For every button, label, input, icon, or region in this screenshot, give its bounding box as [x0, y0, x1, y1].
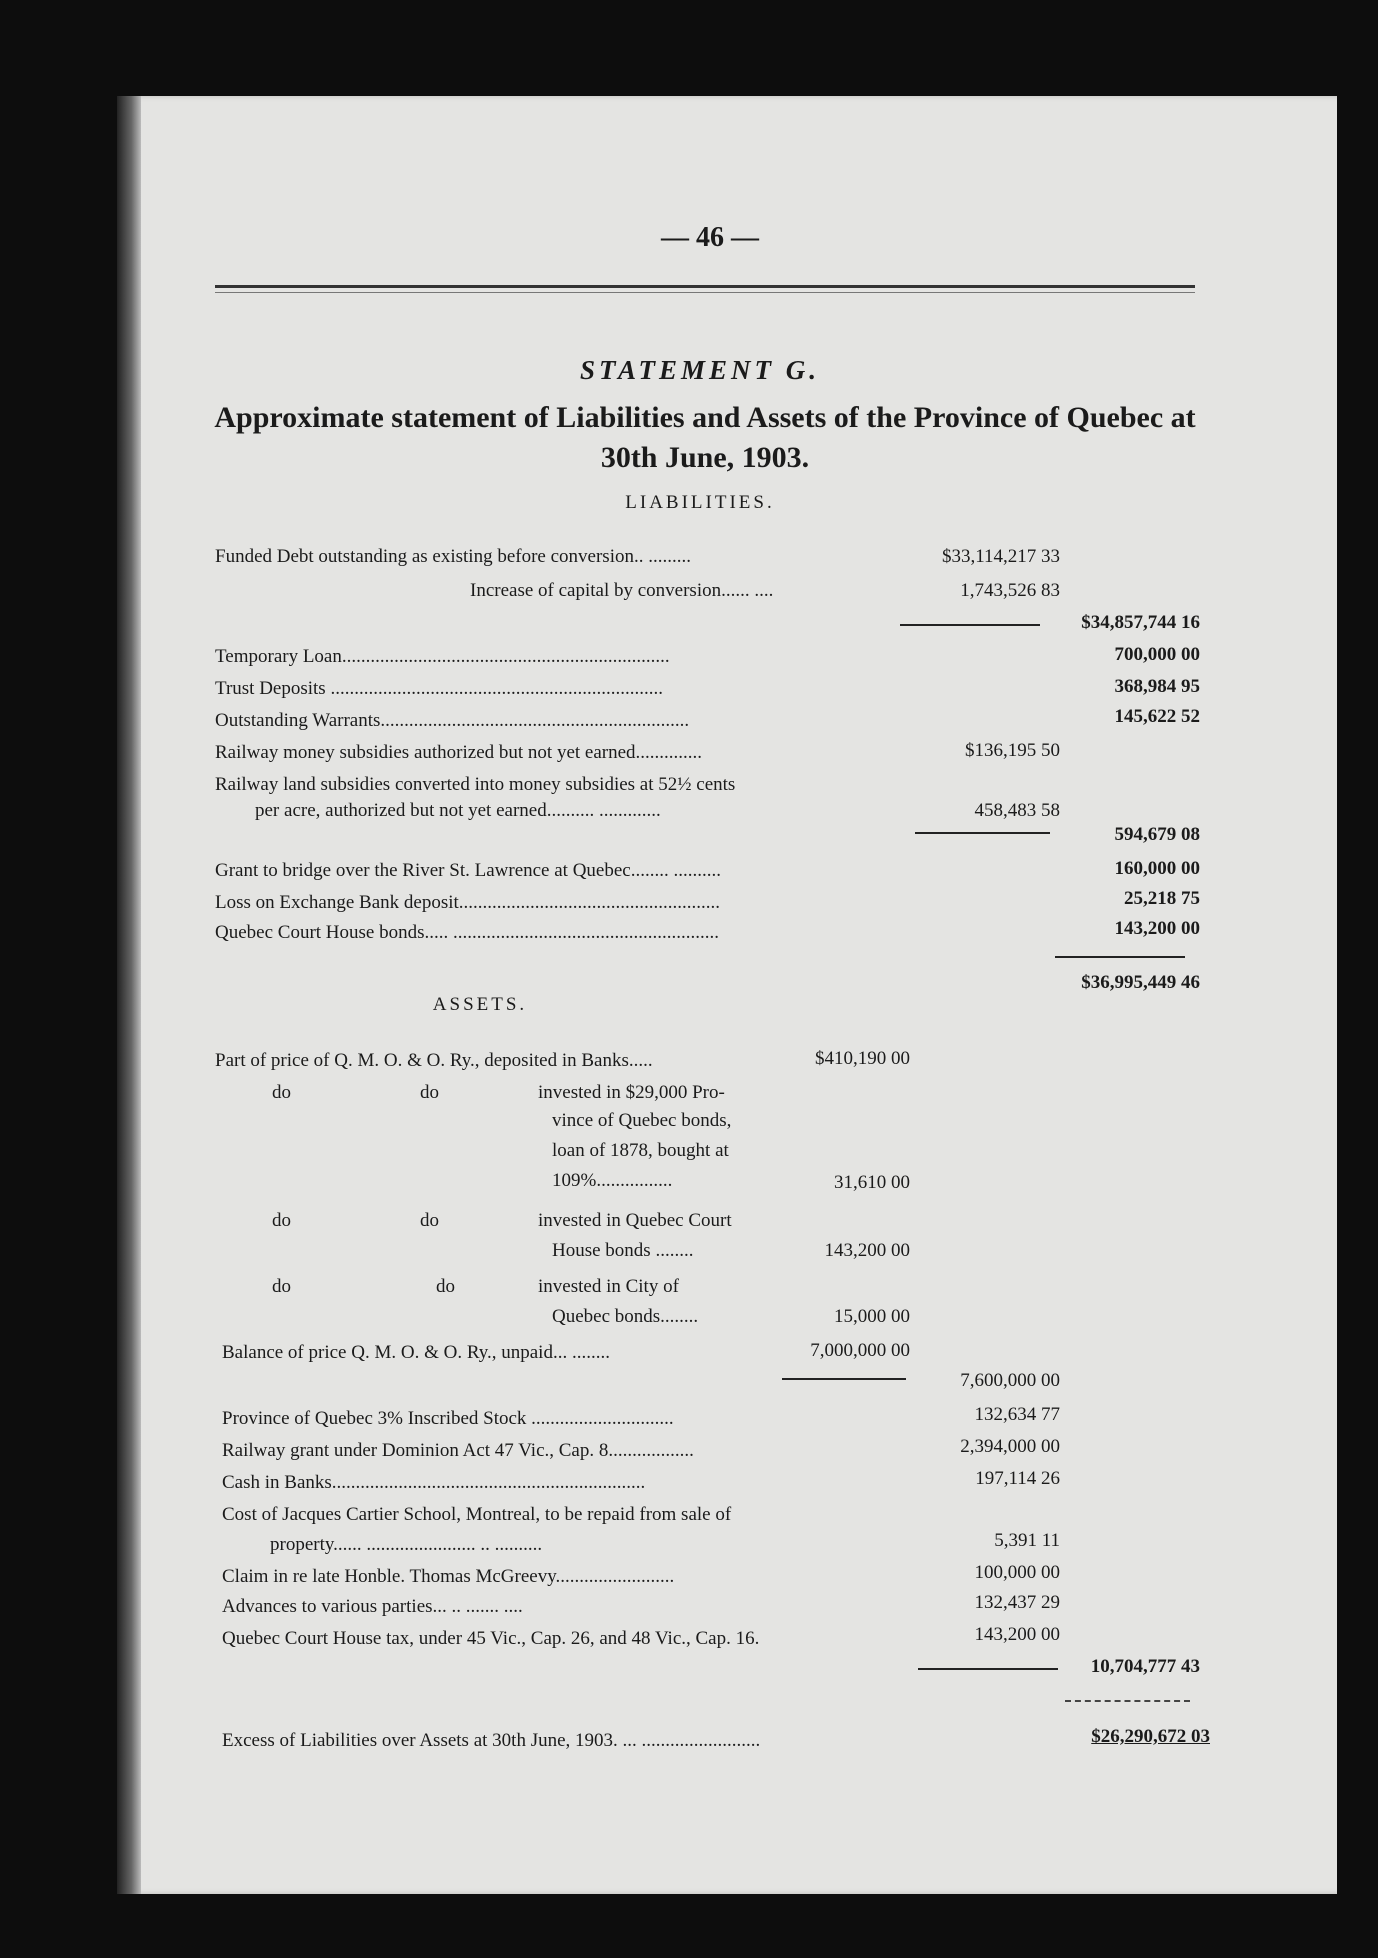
page-binding-shadow [117, 96, 141, 1894]
qmoo-total: 7,600,000 00 [960, 1370, 1060, 1391]
railway-money-label: Railway money subsidies authorized but not yet earned.............. [215, 742, 703, 763]
cash-value: 197,114 26 [975, 1468, 1060, 1489]
school-label-cont: property...... ....................... .. .......... [270, 1534, 543, 1555]
temporary-loan-value: 700,000 00 [1114, 644, 1200, 665]
balance-label: Balance of price Q. M. O. & O. Ry., unpaid... ........ [222, 1342, 610, 1363]
railway-money-value: $136,195 50 [965, 740, 1060, 761]
page-number: — 46 — [661, 222, 759, 253]
courthouse-label: Quebec Court House bonds..... ........................................................ [215, 922, 719, 943]
claim-value: 100,000 00 [974, 1562, 1060, 1583]
ditto-2b: do [420, 1210, 439, 1231]
school-label: Cost of Jacques Cartier School, Montreal, to be repaid from sale of [222, 1504, 732, 1525]
ditto-3b: do [436, 1276, 455, 1297]
exchange-value: 25,218 75 [1124, 888, 1200, 909]
increase-value: 1,743,526 83 [960, 580, 1060, 601]
warrants-value: 145,622 52 [1114, 706, 1200, 727]
liabilities-heading: LIABILITIES. [625, 492, 775, 513]
subtotal-rule [900, 624, 1040, 626]
increase-label: Increase of capital by conversion...... .... [470, 580, 774, 601]
grant-label: Grant to bridge over the River St. Lawrence at Quebec........ .......... [215, 860, 721, 881]
funded-total: $34,857,744 16 [1081, 612, 1200, 633]
school-value: 5,391 11 [994, 1530, 1060, 1551]
inv2-line2: House bonds ........ [552, 1240, 694, 1261]
exchange-label: Loss on Exchange Bank deposit....................................................... [215, 892, 721, 913]
inv1-value: 31,610 00 [834, 1172, 910, 1193]
inv3-line1: invested in City of [538, 1276, 679, 1297]
grant-value: 160,000 00 [1114, 858, 1200, 879]
courthouse-value: 143,200 00 [1114, 918, 1200, 939]
trust-deposits-label: Trust Deposits ...................................................................... [215, 678, 663, 699]
railway-land-label: Railway land subsidies converted into money subsidies at 52½ cents [215, 774, 736, 795]
inv2-value: 143,200 00 [824, 1240, 910, 1261]
railway-total: 594,679 08 [1114, 824, 1200, 845]
ditto-2a: do [272, 1210, 291, 1231]
ditto-3a: do [272, 1276, 291, 1297]
liabilities-grand-total: $36,995,449 46 [1081, 972, 1200, 993]
advances-label: Advances to various parties... .. ....... .... [222, 1596, 523, 1617]
advances-value: 132,437 29 [974, 1592, 1060, 1613]
inv2-line1: invested in Quebec Court [538, 1210, 732, 1231]
inv3-line2: Quebec bonds........ [552, 1306, 699, 1327]
total-rule [1065, 1700, 1190, 1702]
inv1-line1: invested in $29,000 Pro- [538, 1082, 725, 1103]
inv3-value: 15,000 00 [834, 1306, 910, 1327]
claim-label: Claim in re late Honble. Thomas McGreevy......................... [222, 1566, 675, 1587]
trust-deposits-value: 368,984 95 [1114, 676, 1200, 697]
statement-heading: STATEMENT G. [579, 355, 821, 385]
railway-grant-value: 2,394,000 00 [960, 1436, 1060, 1457]
stock-value: 132,634 77 [974, 1404, 1060, 1425]
railway-grant-label: Railway grant under Dominion Act 47 Vic., Cap. 8.................. [222, 1440, 694, 1461]
funded-debt-value: $33,114,217 33 [941, 546, 1060, 567]
excess-label: Excess of Liabilities over Assets at 30th June, 1903. ... ......................... [222, 1730, 761, 1751]
ditto-1a: do [272, 1082, 291, 1103]
ditto-1b: do [420, 1082, 439, 1103]
assets-total: 10,704,777 43 [1090, 1656, 1200, 1677]
funded-debt-label: Funded Debt outstanding as existing before conversion.. ......... [215, 546, 691, 567]
excess-value: $26,290,672 03 [1091, 1726, 1210, 1747]
assets-heading: ASSETS. [432, 994, 528, 1015]
header-rule-thin [215, 292, 1195, 293]
railway-land-value: 458,483 58 [974, 800, 1060, 821]
header-rule [215, 285, 1195, 288]
inv1-line4: 109%................ [552, 1170, 673, 1191]
courthouse-tax-label: Quebec Court House tax, under 45 Vic., Cap. 26, and 48 Vic., Cap. 16. [222, 1628, 760, 1649]
temporary-loan-label: Temporary Loan..................................................................... [215, 646, 670, 667]
cash-label: Cash in Banks.................................................................. [222, 1472, 646, 1493]
railway-land-label-cont: per acre, authorized but not yet earned.......... ............. [255, 800, 661, 821]
total-rule [1055, 956, 1185, 958]
stock-label: Province of Quebec 3% Inscribed Stock .............................. [222, 1408, 674, 1429]
document-title: Approximate statement of Liabilities and Assets of the Province of Quebec at 30th June, 1903. [214, 401, 1196, 474]
warrants-label: Outstanding Warrants................................................................. [215, 710, 690, 731]
qmoo-label: Part of price of Q. M. O. & O. Ry., deposited in Banks..... [215, 1050, 653, 1071]
qmoo-value: $410,190 00 [815, 1048, 910, 1069]
inv1-line3: loan of 1878, bought at [552, 1140, 729, 1161]
inv1-line2: vince of Quebec bonds, [552, 1110, 732, 1131]
courthouse-tax-value: 143,200 00 [974, 1624, 1060, 1645]
balance-value: 7,000,000 00 [810, 1340, 910, 1361]
subtotal-rule [782, 1378, 906, 1380]
